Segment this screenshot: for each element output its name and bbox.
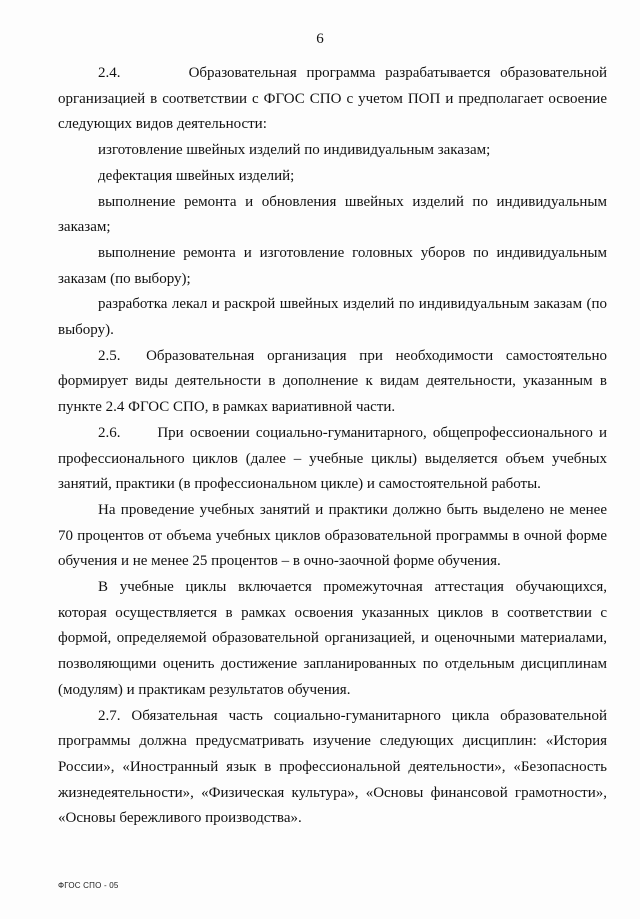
paragraph-text: На проведение учебных занятий и практики должно быть выделено не менее 70 процентов от объема учебных циклов образовательной программы в очной форме обучения и не менее 25 процентов – в очно-заочной форме обучения. [58,501,607,570]
paragraph-practice-share [58,498,607,575]
paragraph-text: выполнение ремонта и изготовление головных уборов по индивидуальным заказам (по выбору); [58,244,607,287]
paragraph-2-5 [58,344,607,421]
list-item-activity [58,241,607,292]
paragraph-2-6 [58,421,607,498]
paragraph-text: изготовление швейных изделий по индивидуальным заказам; [98,142,491,159]
paragraph-text: дефектация швейных изделий; [98,167,295,184]
page-number: 6 [316,31,324,47]
list-item-activity [58,164,607,190]
paragraph-text: При освоении социально-гуманитарного, общепрофессионального и профессионального циклов (далее – учебные циклы) выделяется объем учебных занятий, практики (в профессиональном цикле) и самостоятельной работы. [58,424,607,493]
paragraph-2-4 [58,61,607,138]
paragraph-number: 2.7. [98,707,121,724]
paragraph-text: Обязательная часть социально-гуманитарного цикла образовательной программы должна предусматривать изучение следующих дисциплин: «История России», «Иностранный язык в профессиональной деятельности», «Безопасность жизнедеятельности», «Физическая культура», «Основы финансовой грамотности», «Основы бережливого производства». [58,707,607,827]
list-item-activity [58,190,607,241]
list-item-activity [58,138,607,164]
paragraph-text: выполнение ремонта и обновления швейных изделий по индивидуальным заказам; [58,193,607,236]
paragraph-text: Образовательная организация при необходимости самостоятельно формирует виды деятельности в дополнение к видам деятельности, указанным в пункте 2.4 ФГОС СПО, в рамках вариативной части. [58,347,607,416]
paragraph-intermediate-attestation [58,575,607,704]
paragraph-text: В учебные циклы включается промежуточная аттестация обучающихся, которая осуществляется в рамках освоения указанных циклов в соответствии с формой, определяемой образовательной организацией, и оценочными материалами, позволяющими оценить достижение запланированных по отдельным дисциплинам (модулям) и практикам результатов обучения. [58,579,607,698]
paragraph-text: разработка лекал и раскрой швейных изделий по индивидуальным заказам (по выбору). [58,296,607,339]
paragraph-number: 2.6. [98,424,121,441]
list-item-activity [58,292,607,343]
document-body [58,61,607,832]
paragraph-2-7 [58,704,607,833]
footer-document-code: ФГОС СПО - 05 [58,881,119,890]
paragraph-text: Образовательная программа разрабатывается образовательной организацией в соответствии с ФГОС СПО с учетом ПОП и предполагает освоение следующих видов деятельности: [58,65,608,133]
paragraph-number: 2.5. [98,347,121,364]
paragraph-number: 2.4. [98,65,121,81]
